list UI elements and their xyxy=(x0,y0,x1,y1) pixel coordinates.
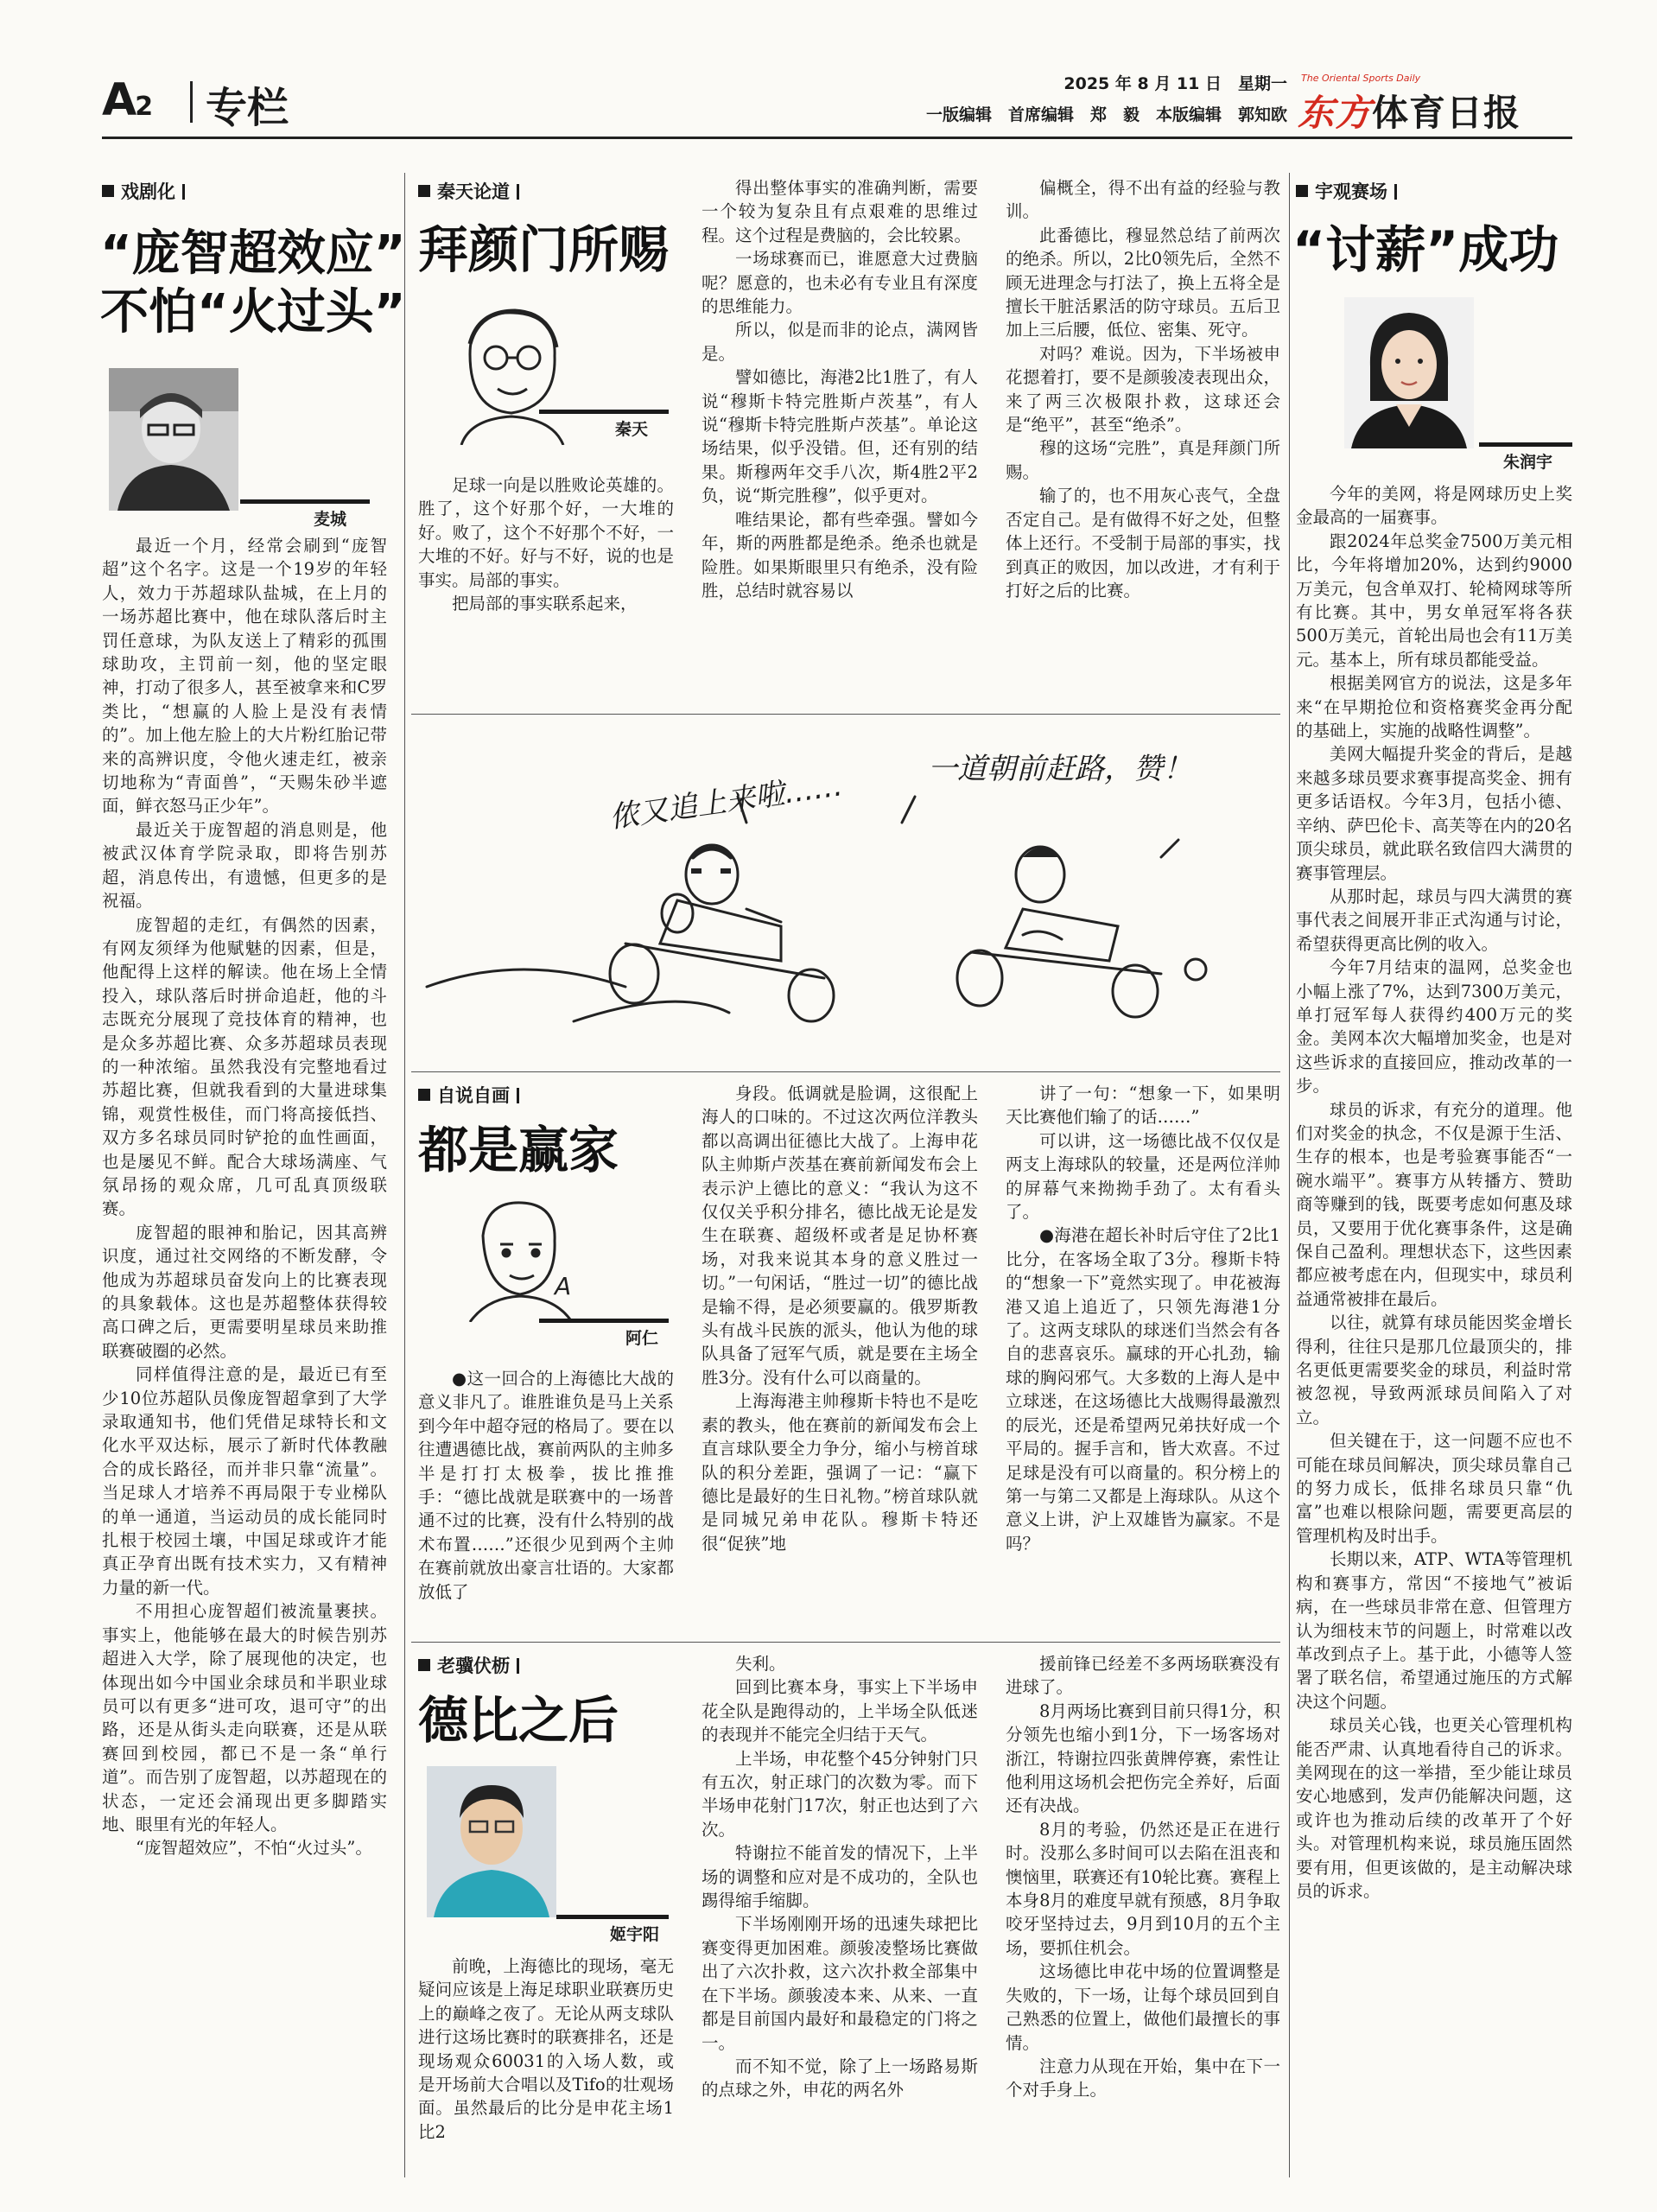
paragraph: 对吗？难说。因为，下半场被申花摁着打，要不是颜骏凌表现出众，来了两三次极限扑救，这球还会是“绝平”，甚至“绝杀”。 xyxy=(1006,343,1280,435)
article-body-col2 xyxy=(702,1082,978,1635)
paragraph: 身段。低调就是脸调，这很配上海人的口味的。不过这次两位洋教头都以高调出征德比大战了。上海申花队主帅斯卢茨基在赛前新闻发布会上表示沪上德比的意义：“我认为这不仅仅关乎积分排名，德比战无论是发生在联赛、超级杯或者是足协杯赛场，对我来说其本身的意义胜过一切。”一句闲话，“胜过一切”的德比战是输不得，是必须要赢的。俄罗斯教头有战斗民族的派头，他认为他的球队具备了冠军气质，就是要在主场全胜3分。没有什么可以商量的。 xyxy=(702,1084,978,1388)
author-name: 秦天 xyxy=(615,420,649,439)
article-body xyxy=(102,534,387,2158)
article-body xyxy=(1296,482,1572,2167)
article-headline: “讨薪”成功 xyxy=(1292,220,1559,279)
section-title: 专栏 xyxy=(206,84,289,132)
paragraph: 输了的，也不用灰心丧气，全盘否定自己。是有做得不好之处，但整体上还行。不受制于局部的事实，找到真正的败因，加以改进，才有利于打好之后的比赛。 xyxy=(1006,486,1280,601)
author-byline xyxy=(418,299,674,463)
paragraph: 足球一向是以胜败论英雄的。胜了，这个好那个好，一大堆的好。败了，这个不好那个不好，一大堆的不好。好与不好，说的也是事实。局部的事实。 xyxy=(418,475,674,590)
column-tag: 戏剧化 xyxy=(102,178,185,204)
paragraph: 譬如德比，海港2比1胜了，有人说“穆斯卡特完胜斯卢茨基”，有人说“穆斯卡特完胜斯卢茨基”。单论这场结果，似乎没错。但，还有别的结果。斯穆两年交手八次，斯4胜2平2负，说“斯完胜穆”，似乎更对。 xyxy=(702,367,978,506)
paragraph: 长期以来，ATP、WTA等管理机构和赛事方，常因“不接地气”被诟病，在一些球员非常在意、但管理方认为细枝末节的问题上，时常难以改革改到点子上。基于此，小德等人签署了联名信，希望通过施压的方式解决这个问题。 xyxy=(1296,1549,1572,1712)
article-body-col3 xyxy=(1006,1652,1280,2171)
editor-credits: 一版编辑 首席编辑 郑 毅 本版编辑 郭知欧 xyxy=(925,105,1287,124)
author-photo xyxy=(1344,297,1474,448)
author-name: 阿仁 xyxy=(625,1329,659,1348)
paragraph: 失利。 xyxy=(735,1654,786,1674)
paragraph: 回到比赛本身，事实上下半场申花全队是跑得动的，上半场全队低迷的表现并不能完全归结于天气。 xyxy=(702,1677,978,1745)
article-headline: 拜颜门所赐 xyxy=(418,220,670,279)
masthead xyxy=(102,69,1572,139)
paragraph: 上半场，申花整个45分钟射门只有五次，射正球门的次数为零。而下半场申花射门17次，射正也达到了六次。 xyxy=(702,1748,978,1840)
paragraph: 特谢拉不能首发的情况下，上半场的调整和应对是不成功的，全队也踢得缩手缩脚。 xyxy=(702,1843,978,1911)
paragraph: 唯结果论，都有些牵强。譬如今年，斯的两胜都是绝杀。绝杀也就是险胜。如果斯眼里只有绝杀，没有险胜，总结时就容易以 xyxy=(702,509,978,601)
paragraph: 讲了一句：“想象一下，如果明天比赛他们输了的话……” xyxy=(1006,1084,1280,1128)
svg-text:A: A xyxy=(555,1272,572,1300)
paragraph: 上海海港主帅穆斯卡特也不是吃素的教头，他在赛前的新闻发布会上直言球队要全力争分，缩小与榜首球队的积分差距，强调了一记：“赢下德比是最好的生日礼物。”榜首球队就是同城兄弟申花队。穆斯卡特还很“促狭”地 xyxy=(702,1391,978,1554)
paragraph: 所以，似是而非的论点，满网皆是。 xyxy=(702,320,978,364)
paragraph: 把局部的事实联系起来， xyxy=(452,594,638,614)
go-kart-drawing xyxy=(418,728,1248,1073)
author-caricature xyxy=(435,302,582,445)
paragraph: ●这一回合的上海德比大战的意义非凡了。谁胜谁负是马上关系到今年中超夺冠的格局了。要在以往遭遇德比战，赛前两队的主帅多半是打打太极拳，拔比推推手：“德比战就是联赛中的一场普通不过的比赛，没有什么特别的战术布置……”还很少见到两个主帅在赛前就放出豪言壮语的。大家都放低了 xyxy=(418,1369,674,1602)
cartoon-caption-right: 一道朝前赶路，赞！ xyxy=(928,752,1192,786)
page-number-divider xyxy=(190,81,193,123)
paragraph: 一场球赛而已，谁愿意大过费脑呢？愿意的，也未必有专业且有深度的思维能力。 xyxy=(702,249,978,317)
logo-english: The Oriental Sports Daily xyxy=(1301,73,1421,84)
paragraph: 注意力从现在开始，集中在下一个对手身上。 xyxy=(1006,2056,1280,2101)
article-body-col1 xyxy=(418,1367,674,1635)
paragraph: “庞智超效应”，不怕“火过头”。 xyxy=(136,1838,372,1859)
author-photo xyxy=(427,1766,556,1917)
author-name: 姬宇阳 xyxy=(610,1925,660,1944)
paragraph: 得出整体事实的准确判断，需要一个较为复杂且有点艰难的思维过程。这个过程是费脑的，会比较累。 xyxy=(702,178,978,245)
paragraph: 援前锋已经差不多两场联赛没有进球了。 xyxy=(1006,1654,1280,1698)
article-body-col3 xyxy=(1006,176,1280,709)
paragraph: 以往，就算有球员能因奖金增长得利，往往只是那几位最顶尖的，排名更低更需要奖金的球员，利益时常被忽视，导致两派球员间陷入了对立。 xyxy=(1296,1313,1572,1427)
paragraph: 下半场刚刚开场的迅速失球把比赛变得更加困难。颜骏凌整场比赛做出了六次扑救，这六次扑救全部集中在下半场。颜骏凌本来、从来、一直都是目前国内最好和最稳定的门将之一。 xyxy=(702,1914,978,2053)
logo-red-text: 东方 xyxy=(1298,92,1373,134)
column-tag: 秦天论道 xyxy=(418,178,519,204)
column-tag: 老骥伏枥 xyxy=(418,1652,519,1678)
author-photo xyxy=(109,368,238,511)
paragraph: 但关键在于，这一问题不应也不可能在球员间解决，顶尖球员靠自己的努力成长，低排名球员只靠“仇富”也难以根除问题，需要更高层的管理机构及时出手。 xyxy=(1296,1431,1572,1546)
logo-black-text: 体育日报 xyxy=(1372,92,1521,134)
column-rule xyxy=(404,173,405,2177)
paragraph: 不用担心庞智超们被流量裹挟。事实上，他能够在最大的时候告别苏超进入大学，除了展现他的决定，也体现出如今中国业余球员和半职业球员可以有更多“进可攻，退可守”的出路，还是从街头走向联赛，还是从联赛回到校园，都已不是一条“单行道”。而告别了庞智超，以苏超现在的状态，一定还会涌现出更多脚踏实地、眼里有光的年轻人。 xyxy=(102,1601,387,1834)
issue-date: 2025 年 8 月 11 日 星期一 xyxy=(1063,74,1287,93)
paragraph: 此番德比，穆显然总结了前两次的绝杀。所以，2比0领先后，全然不顾无进理念与打法了，换上五将全是擅长干脏活累活的防守球员。五后卫加上三后腰，低位、密集、死守。 xyxy=(1006,225,1280,340)
page-number: A2 xyxy=(102,74,152,126)
column-tag: 宇观赛场 xyxy=(1296,178,1397,204)
paragraph: ●海港在超长补时后守住了2比1比分，在客场全取了3分。穆斯卡特的“想象一下”竟然实现了。申花被海港又追上追近了，只领先海港1分了。这两支球队的球迷们当然会有各自的悲喜哀乐。赢球的开心扎劲，输球的胸闷邪气。大多数的上海人是中立球迷，在这场德比大战赐得最激烈的辰光，还是希望两兄弟扶好成一个平局的。握手言和，皆大欢喜。不过足球是没有可以商量的。积分榜上的第一与第二又都是上海球队。从这个意义上讲，沪上双雄皆为赢家。不是吗？ xyxy=(1006,1225,1280,1554)
column-rule xyxy=(1289,173,1290,2177)
paragraph: 最近一个月，经常会刷到“庞智超”这个名字。这是一个19岁的年轻人，效力于苏超球队盐城，在上月的一场苏超比赛中，他在球队落后时主罚任意球，为队友送上了精彩的孤围球助攻，主罚前一刻，他的坚定眼神，打动了很多人，甚至被拿来和C罗类比，“想赢的人脸上是没有表情的”。加上他左脸上的大片粉红胎记带来的高辨识度，令他火速走红，被亲切地称为“青面兽”，“天赐朱砂半遮面，鲜衣怒马正少年”。 xyxy=(102,536,387,817)
paragraph: 从那时起，球员与四大满贯的赛事代表之间展开非正式沟通与讨论，希望获得更高比例的收入。 xyxy=(1296,886,1572,954)
paragraph: 今年7月结束的温网，总奖金也小幅上涨了7%，达到7300万美元，单打冠军每人获得约400万元的奖金。美网本次大幅增加奖金，也是对这些诉求的直接回应，推动改革的一步。 xyxy=(1296,957,1572,1096)
paragraph: 庞智超的走红，有偶然的因素，有网友须绎为他赋魅的因素，但是，他配得上这样的解读。他在场上全情投入，球队落后时拼命追赶，他的斗志既充分展现了竞技体育的精神，也是众多苏超比赛、众多苏超球员表现的一种浓缩。虽然我没有完整地看过苏超比赛，但就我看到的大量进球集锦，观赏性极佳，而门将高接低挡、双方多名球员同时铲抢的血性画面，也是屡见不鲜。配合大球场满座、气氛昂扬的观众席，几可乱真顶级联赛。 xyxy=(102,914,387,1219)
paragraph: 最近关于庞智超的消息则是，他被武汉体育学院录取，即将告别苏超，消息传出，有遗憾，但更多的是祝福。 xyxy=(102,819,387,912)
article-body-col3 xyxy=(1006,1082,1280,1635)
newspaper-logo xyxy=(1298,73,1572,134)
article-headline: 德比之后 xyxy=(418,1691,619,1750)
paragraph: 跟2024年总奖金7500万美元相比，今年将增加20%，达到约9000万美元，包含单双打、轮椅网球等所有比赛。其中，男女单冠军将各获500万美元，首轮出局也会有11万美元。基本上，所有球员都能受益。 xyxy=(1296,531,1572,670)
author-byline xyxy=(418,1192,674,1357)
article-body-col1 xyxy=(418,474,674,707)
author-byline xyxy=(102,363,396,529)
paragraph: 偏概全，得不出有益的经验与教训。 xyxy=(1006,178,1280,222)
paragraph: 庞智超的眼神和胎记，因其高辨识度，通过社交网络的不断发酵，令他成为苏超球员奋发向上的比赛表现的具象载体。这也是苏超整体获得较高口碑之后，更需要明星球员来助推联赛破圈的必然。 xyxy=(102,1222,387,1361)
paragraph: 美网大幅提升奖金的背后，是越来越多球员要求赛事提高奖金、拥有更多话语权。今年3月，包括小德、辛纳、萨巴伦卡、高芙等在内的20名顶尖球员，就此联名致信四大满贯的赛事管理层。 xyxy=(1296,744,1572,883)
article-headline: 都是赢家 xyxy=(418,1121,619,1179)
paragraph: 穆的这场“完胜”，真是拜颜门所赐。 xyxy=(1006,438,1280,482)
article-body-col2 xyxy=(702,176,978,709)
article-body-col2 xyxy=(702,1652,978,2171)
article-body-col1 xyxy=(418,1955,674,2171)
column-tag: 自说自画 xyxy=(418,1082,519,1108)
paragraph: 同样值得注意的是，最近已有至少10位苏超队员像庞智超拿到了大学录取通知书，他们凭借足球特长和文化水平双达标，展示了新时代体教融合的成长路径，而并非只靠“流量”。当足球人才培养不再局限于专业梯队的单一通道，当运动员的成长能同时扎根于校园土壤，中国足球或许才能真正孕育出既有技术实力，又有精神力量的新一代。 xyxy=(102,1364,387,1598)
paragraph: 而不知不觉，除了上一场路易斯的点球之外，申花的两名外 xyxy=(702,2056,978,2101)
editorial-cartoon xyxy=(418,728,1248,1073)
paragraph: 可以讲，这一场德比战不仅仅是两支上海球队的较量，还是两位洋帅的屏幕气来拗拗手劲了。太有看头了。 xyxy=(1006,1130,1280,1223)
cartoon-caption-left: 侬又追上来啦…… xyxy=(607,768,845,836)
paragraph: 这场德比申花中场的位置调整是失败的，下一场，让每个球员回到自己熟悉的位置上，做他们最擅长的事情。 xyxy=(1006,1961,1280,2053)
author-name: 麦城 xyxy=(314,510,347,529)
paragraph: 8月两场比赛到目前只得1分，积分领先也缩小到1分，下一场客场对浙江，特谢拉四张黄牌停赛，索性让他利用这场机会把伤完全养好，后面还有决战。 xyxy=(1006,1700,1280,1816)
paragraph: 前晚，上海德比的现场，毫无疑问应该是上海足球职业联赛历史上的巅峰之夜了。无论从两支球队进行这场比赛时的联赛排名，还是现场观众60031的入场人数，或是开场前大合唱以及Tifo的壮观场面。虽然最后的比分是申花主场1比2 xyxy=(418,1956,674,2142)
author-byline xyxy=(1296,294,1572,472)
paragraph: 今年的美网，将是网球历史上奖金最高的一届赛事。 xyxy=(1296,484,1572,528)
section-rule xyxy=(411,714,1280,715)
author-name: 朱润宇 xyxy=(1503,453,1553,472)
paragraph: 8月的考验，仍然还是正在进行时。没那么多时间可以去陷在沮丧和懊恼里，联赛还有10轮比赛。赛程上本身8月的难度早就有预感，8月争取咬牙坚持过去，9月到10月的五个主场，要抓住机会。 xyxy=(1006,1819,1280,1958)
section-rule xyxy=(411,1642,1280,1643)
paragraph: 球员的诉求，有充分的道理。他们对奖金的执念，不仅是源于生活、生存的根本，也是考验赛事能否“一碗水端平”。赛事方从转播方、赞助商等赚到的钱，既要考虑如何惠及球员，又要用于优化赛事条件，这是确保自己盈利。理想状态下，这些因素都应被考虑在内，但现实中，球员利益通常被排在最后。 xyxy=(1296,1099,1572,1309)
author-caricature xyxy=(453,1192,582,1322)
article-headline: “庞智超效应” 不怕“火过头” xyxy=(100,226,406,341)
paragraph: 根据美网官方的说法，这是多年来“在早期抢位和资格赛奖金再分配的基础上，实施的战略性调整”。 xyxy=(1296,673,1572,741)
author-byline xyxy=(418,1763,674,1944)
paragraph: 球员关心钱，也更关心管理机构能否严肃、认真地看待自己的诉求。美网现在的这一举措，至少能让球员安心地感到，发声仍能解决问题，这或许也为推动后续的改革开了个好头。对管理机构来说，球员施压固然要有用，但更该做的，是主动解决球员的诉求。 xyxy=(1296,1715,1572,1901)
